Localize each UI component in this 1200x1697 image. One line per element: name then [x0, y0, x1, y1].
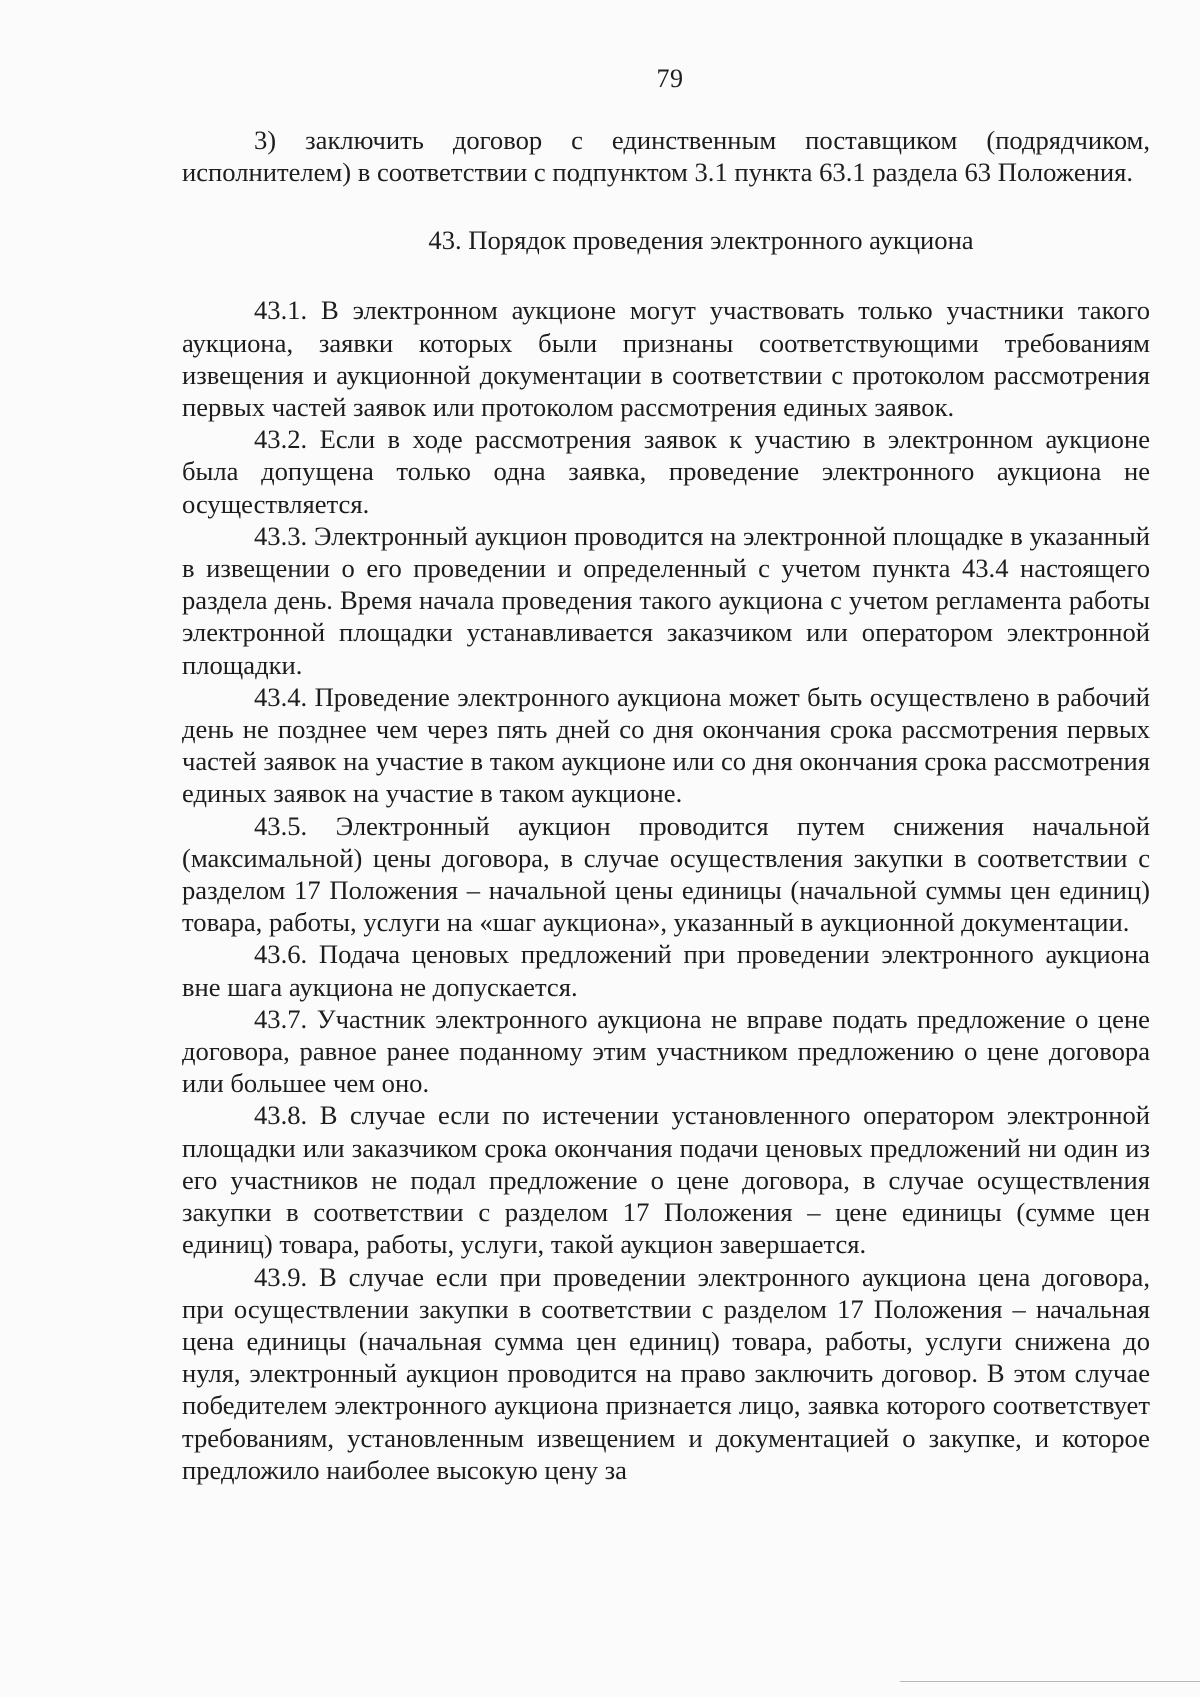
- paragraph-43-8: 43.8. В случае если по истечении установленного оператором электронной площадки или заказчиком срока окончания подачи ценовых предложений ни один из его участников не подал предложение о цене договора, в случае осуществления закупки в соответствии с разделом 17 Положения – цене единицы (сумме цен единиц) товара, работы, услуги, такой аукцион завершается.: [182, 1100, 1150, 1260]
- paragraph-43-2: 43.2. Если в ходе рассмотрения заявок к участию в электронном аукционе была допущена только одна заявка, проведение электронного аукциона не осуществляется.: [182, 424, 1150, 519]
- paragraph-43-4: 43.4. Проведение электронного аукциона может быть осуществлено в рабочий день не позднее чем через пять дней со дня окончания срока рассмотрения первых частей заявок на участие в таком аукционе или со дня окончания срока рассмотрения единых заявок на участие в таком аукционе.: [182, 681, 1150, 809]
- intro-paragraph: 3) заключить договор с единственным поставщиком (подрядчиком, исполнителем) в соответствии с подпунктом 3.1 пункта 63.1 раздела 63 Положения.: [182, 125, 1150, 188]
- paragraph-43-3: 43.3. Электронный аукцион проводится на электронной площадке в указанный в извещении о его проведении и определенный с учетом пункта 43.4 настоящего раздела день. Время начала проведения такого аукциона с учетом регламента работы электронной площадки устанавливается заказчиком или оператором электронной площадки.: [182, 520, 1150, 680]
- page-number: 79: [656, 64, 684, 93]
- section-title: 43. Порядок проведения электронного аукциона: [428, 225, 974, 256]
- paragraph-43-1: 43.1. В электронном аукционе могут участвовать только участники такого аукциона, заявки которых были признаны соответствующими требованиям извещения и аукционной документации в соответствии с протоколом рассмотрения первых частей заявок или протоколом рассмотрения единых заявок.: [182, 295, 1150, 423]
- paragraph-43-7: 43.7. Участник электронного аукциона не вправе подать предложение о цене договора, равное ранее поданному этим участником предложению о цене договора или большее чем оно.: [182, 1003, 1150, 1099]
- paragraph-43-6: 43.6. Подача ценовых предложений при проведении электронного аукциона вне шага аукциона не допускается.: [182, 939, 1150, 1002]
- paragraph-43-9: 43.9. В случае если при проведении электронного аукциона цена договора, при осуществлении закупки в соответствии с разделом 17 Положения – начальная цена единицы (начальная сумма цен единиц) товара, работы, услуги снижена до нуля, электронный аукцион проводится на право заключить договор. В этом случае победителем электронного аукциона признается лицо, заявка которого соответствует требованиям, установленным извещением и документацией о закупке, и которое предложило наиболее высокую цену за: [182, 1261, 1150, 1485]
- bottom-divider: [900, 1681, 1200, 1682]
- document-body: [182, 124, 1150, 1486]
- paragraph-43-5: 43.5. Электронный аукцион проводится путем снижения начальной (максимальной) цены договора, в случае осуществления закупки в соответствии с разделом 17 Положения – начальной цены единицы (начальной суммы цен единиц) товара, работы, услуги на «шаг аукциона», указанный в аукционной документации.: [182, 810, 1150, 938]
